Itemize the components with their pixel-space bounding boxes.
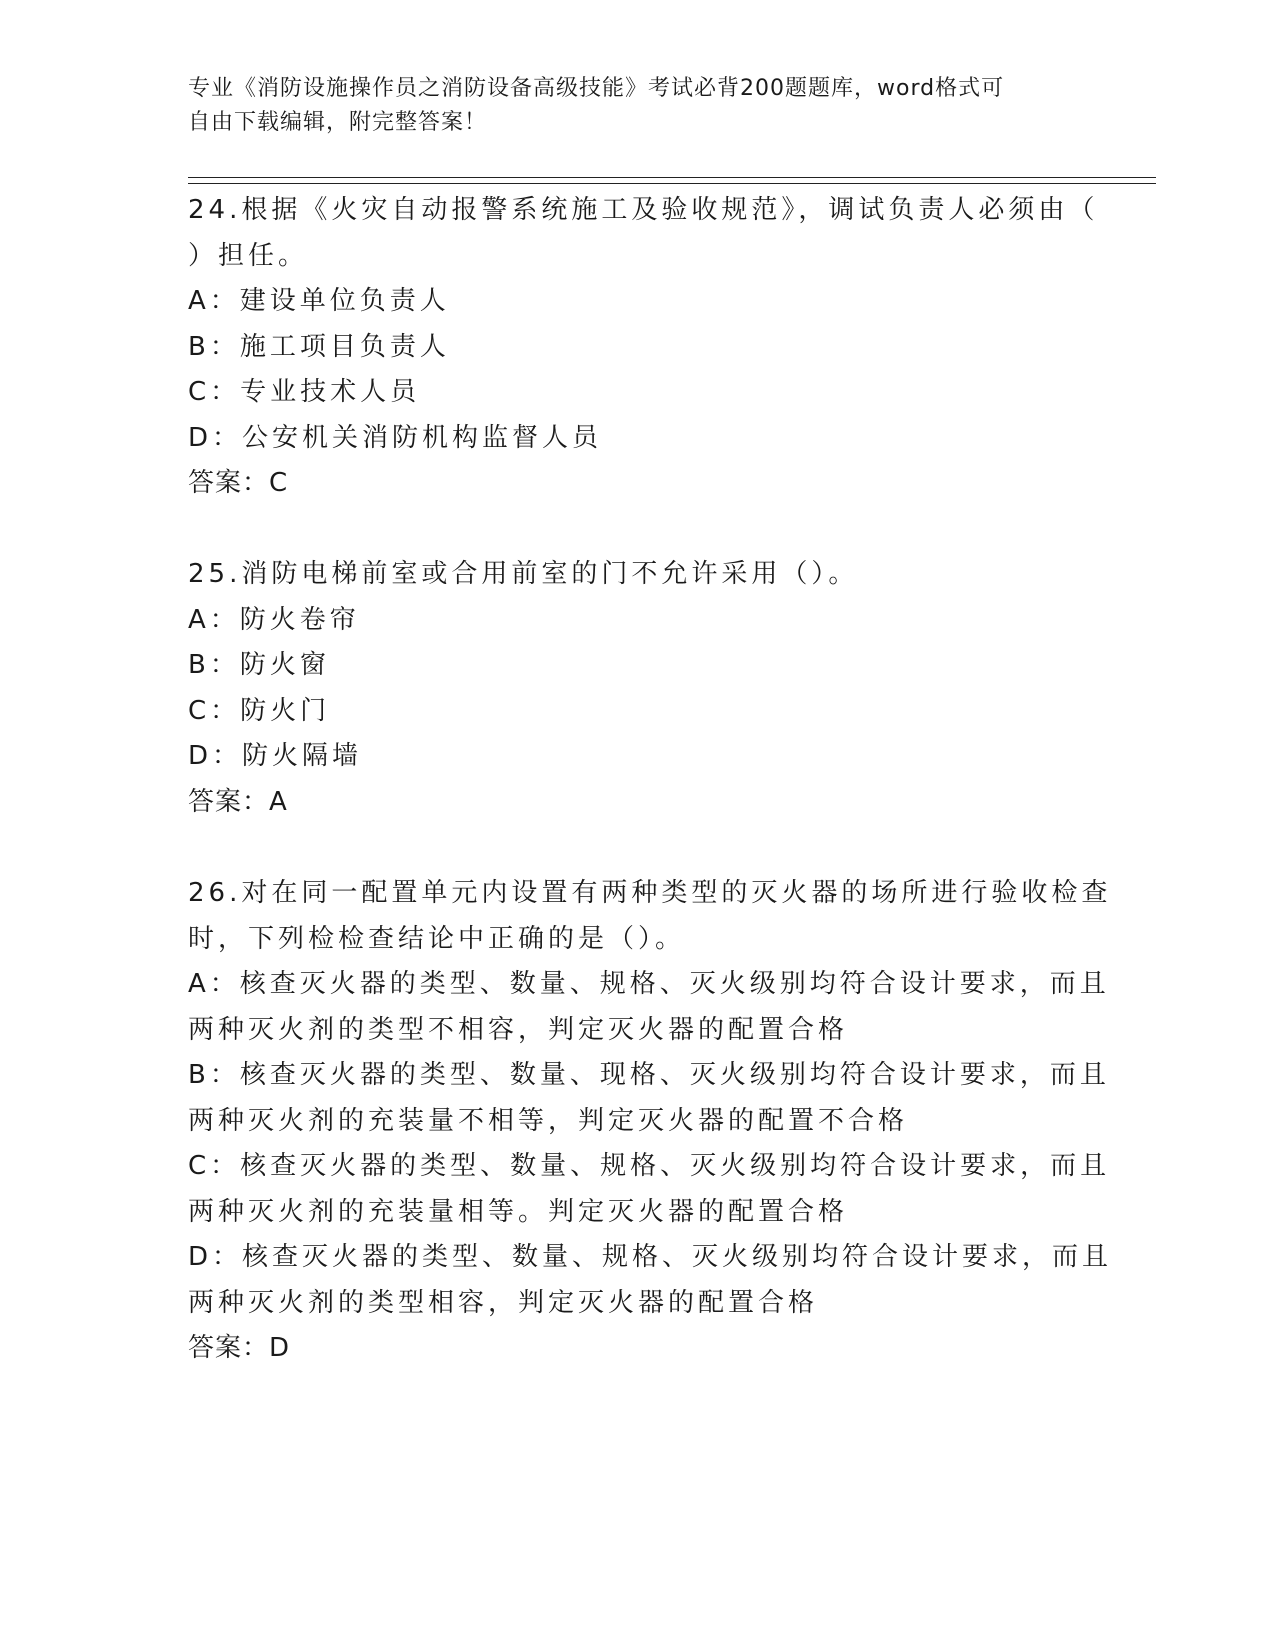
- question-stem-line: 26.对在同一配置单元内设置有两种类型的灭火器的场所进行验收检查: [188, 878, 1112, 908]
- question-stem-line: 时，下列检检查结论中正确的是（）。: [188, 923, 686, 954]
- option-a-continued: 两种灭火剂的类型不相容，判定灭火器的配置合格: [188, 1014, 849, 1045]
- option-d-continued: 两种灭火剂的类型相容，判定灭火器的配置合格: [188, 1287, 819, 1318]
- question-26: [188, 871, 1113, 1372]
- option-c: C：防火门: [188, 695, 331, 726]
- answer-line: 答案：D: [188, 1333, 291, 1363]
- option-d: D：核查灭火器的类型、数量、规格、灭火级别均符合设计要求，而且: [188, 1242, 1113, 1272]
- option-b-continued: 两种灭火剂的充装量不相等，判定灭火器的配置不合格: [188, 1105, 909, 1136]
- option-c-continued: 两种灭火剂的充装量相等。判定灭火器的配置合格: [188, 1196, 849, 1227]
- header-line-1: 专业《消防设施操作员之消防设备高级技能》考试必背200题题库，word格式可: [188, 76, 1005, 101]
- header-divider-bottom: [188, 183, 1156, 184]
- option-c: C：专业技术人员: [188, 377, 421, 407]
- option-a: A：建设单位负责人: [188, 286, 450, 316]
- header-line-2: 自由下载编辑，附完整答案！: [188, 110, 488, 135]
- document-header: [188, 72, 1068, 140]
- option-c: C：核查灭火器的类型、数量、规格、灭火级别均符合设计要求，而且: [188, 1151, 1111, 1181]
- answer-line: 答案：A: [188, 786, 288, 817]
- question-25: [188, 552, 1068, 825]
- answer-line: 答案：C: [188, 468, 289, 498]
- option-a: A：核查灭火器的类型、数量、规格、灭火级别均符合设计要求，而且: [188, 969, 1110, 999]
- option-b: B：施工项目负责人: [188, 331, 450, 362]
- question-stem-line: ）担任。: [188, 240, 309, 271]
- option-d: D：防火隔墙: [188, 741, 363, 771]
- option-b: B：防火窗: [188, 650, 330, 680]
- question-stem-line: 24.根据《火灾自动报警系统施工及验收规范》，调试负责人必须由（: [188, 195, 1099, 225]
- option-d: D：公安机关消防机构监督人员: [188, 422, 603, 453]
- question-24: [188, 188, 1099, 507]
- option-b: B：核查灭火器的类型、数量、现格、灭火级别均符合设计要求，而且: [188, 1060, 1110, 1090]
- header-divider-top: [188, 177, 1156, 178]
- question-stem-line: 25.消防电梯前室或合用前室的门不允许采用（）。: [188, 559, 859, 589]
- option-a: A：防火卷帘: [188, 604, 360, 635]
